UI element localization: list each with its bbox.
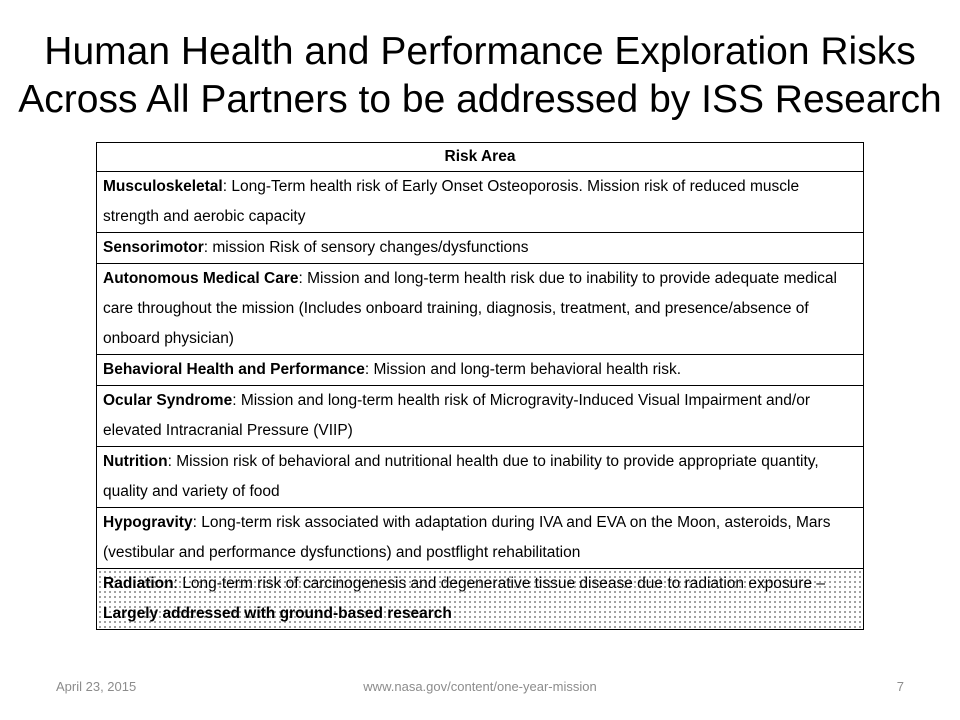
table-header-row: [97, 143, 864, 172]
footer-url: www.nasa.gov/content/one-year-mission: [363, 679, 597, 694]
table-row-radiation: [97, 569, 864, 630]
risk-description: : Mission risk of behavioral and nutritional health due to inability to provide appropriate quantity, quality and variety of food: [103, 453, 819, 500]
risk-description: : Long-term risk of carcinogenesis and degenerative tissue disease due to radiation exposure –: [173, 575, 826, 592]
risk-description: : Mission and long-term health risk of Microgravity-Induced Visual Impairment and/or elevated Intracranial Pressure (VIIP): [103, 392, 810, 439]
slide-title-line-2: Across All Partners to be addressed by ISS Research: [18, 78, 942, 121]
risk-cell: [97, 386, 864, 447]
risk-description: : Mission and long-term behavioral health risk.: [364, 361, 682, 378]
table-row-behavioral-health: [97, 355, 864, 386]
risk-name: Behavioral Health and Performance: [103, 361, 365, 378]
risk-emphasis-note: Largely addressed with ground-based research: [103, 605, 452, 622]
risk-cell: [97, 172, 864, 233]
risk-name: Radiation: [103, 575, 174, 592]
risk-cell: [97, 447, 864, 508]
risk-description: : mission Risk of sensory changes/dysfunctions: [203, 239, 529, 256]
table-row-autonomous-medical-care: [97, 264, 864, 355]
risk-description: : Long-term risk associated with adaptation during IVA and EVA on the Moon, asteroids, Mars (vestibular and performance dysfunctions) and postflight rehabilitation: [103, 514, 831, 561]
risk-table: [96, 142, 864, 630]
table-row-nutrition: [97, 447, 864, 508]
risk-cell: [97, 355, 864, 386]
risk-name: Hypogravity: [103, 514, 193, 531]
slide-title-line-1: Human Health and Performance Exploration Risks: [44, 30, 916, 73]
risk-name: Sensorimotor: [103, 239, 204, 256]
table-row-hypogravity: [97, 508, 864, 569]
risk-cell: [97, 508, 864, 569]
column-header-risk-area: Risk Area: [97, 143, 864, 172]
table-row-ocular-syndrome: [97, 386, 864, 447]
table-row-musculoskeletal: [97, 172, 864, 233]
risk-name: Nutrition: [103, 453, 168, 470]
slide-title: [0, 28, 960, 124]
risk-cell: [97, 569, 864, 630]
risk-name: Autonomous Medical Care: [103, 270, 299, 287]
risk-description: : Long-Term health risk of Early Onset Osteoporosis. Mission risk of reduced muscle strength and aerobic capacity: [103, 178, 800, 225]
risk-cell: [97, 233, 864, 264]
risk-name: Ocular Syndrome: [103, 392, 233, 409]
table-row-sensorimotor: [97, 233, 864, 264]
risk-name: Musculoskeletal: [103, 178, 223, 195]
footer-page-number: 7: [896, 679, 904, 694]
footer-date: April 23, 2015: [56, 679, 137, 694]
risk-cell: [97, 264, 864, 355]
risk-description: : Mission and long-term health risk due to inability to provide adequate medical care throughout the mission (Includes onboard training, diagnosis, treatment, and presence/absence of onboard physician): [103, 270, 837, 347]
